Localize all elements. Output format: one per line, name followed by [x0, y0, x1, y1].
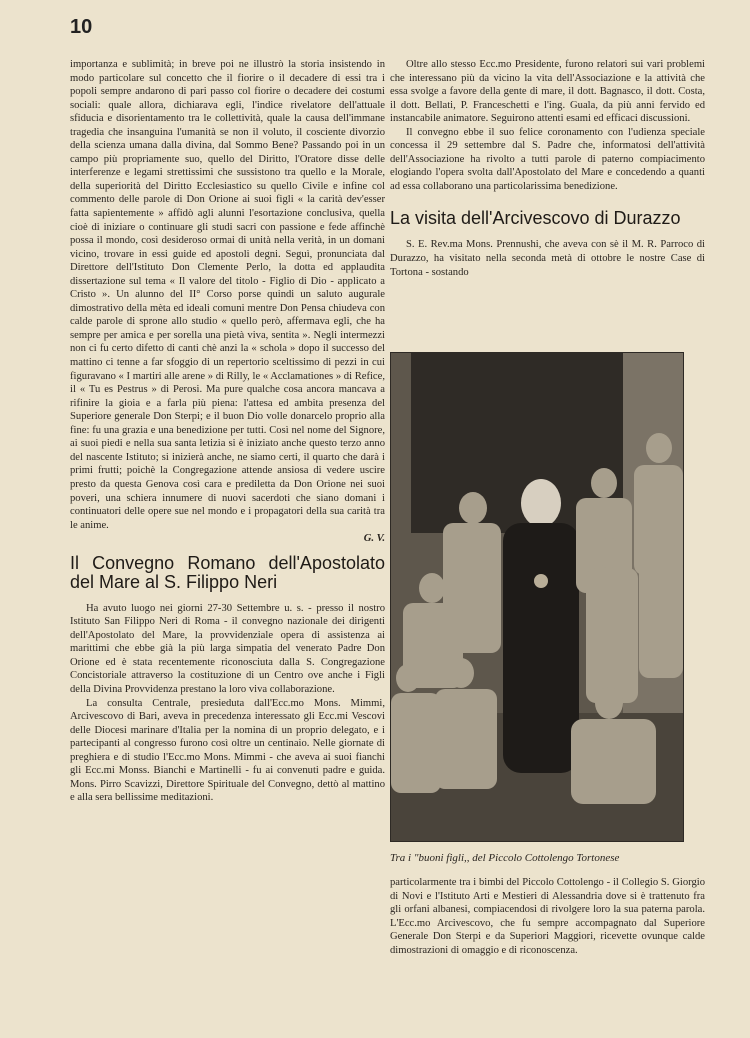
left-column [70, 58, 385, 805]
heading-convegno-romano: Il Convegno Romano dell'Apostolato del Mare al S. Filippo Neri [70, 552, 385, 592]
article-signature: G. V. [363, 533, 385, 545]
left-paragraph-3: La consulta Centrale, presieduta dall'Ecc.mo Mons. Mimmi, Arcivescovo di Bari, aveva in precedenza interessato gli Ecc.mi Vescovi delle Diocesi marinare d'Italia per la nomina di un proprio delegato, e i partecipanti al congresso furono così oltre un centinaio. Nelle giornate di preghiera e di studio l'Ecc.mo Mons. Mimmi - che aveva ai suoi fianchi gli Ecc.mi Monss. Bianchi e Martinelli - fu ai convenuti padre e guida. Mons. Pirro Scavizzi, Direttore Spirituale del Convegno, dettò al mattino e alla sera bellissime meditazioni. [70, 697, 385, 804]
left-paragraph-1: importanza e sublimità; in breve poi ne illustrò la storia insistendo in modo particolare sul concetto che il fiorire o il decadere di essi tra i popoli sempre andarono di pari passo col fiorire o decadere dei costumi sociali: quale allora, dichiarava egli, l'indice rivelatore dell'attuale sfiducia e disorientamento tra le collettività, quale la causa dell'immane tragedia che insanguina l'umanità se non il voluto, il cosciente divorzio della scienza umana dalla divina, dal Sommo Bene? Passando poi in un campo più propriamente suo, quello del Diritto, l'Oratore disse delle interferenze e legami strettissimi che sussistono tra quello e la Morale, della superiorità del Diritto Ecclesiastico su quello Civile e infine col commento delle parole di Don Orione ai suoi figli « la carità dev'esser fatta sapientemente » affidò agli alunni l'esortazione conclusiva, quella cioè di iniziare o continuare gli studi sacri con passione e fede affinchè possa il mondo, così desideroso ormai di unità nella verità, in un domani vicino, trovare in essi guide ed apostoli degni. Seguì, pronunciata dal Direttore dell'Istituto Don Clemente Perlo, la dotta ed applaudita dissertazione sul tema « Il valore del titolo - Figlio di Dio - applicato a Cristo ». Un alunno del II° Corso porse quindi un saluto augurale dimostrativo della mèta ed ideali comuni mentre Don Pensa chiudeva con calde parole di sprone allo studio « quello però, affermava egli, che ha sempre per amica e per sorella una pietà viva, sentita ». Negli intermezzi non ci fu certo difetto di canti chè anzi la « schola » dopo il successo del mattino ci tenne a far sfoggio di un repertorio sceltissimo di pezzi in cui figuravano « I martiri alle arene » di Rilly, le « Acclamationes » di Refice, il « Tu es Pestrus » di Perosi. Ma pure qualche cosa ancora mancava a rifinire la gioia e a farla più piena: l'attesa ed ambita presenza del Superiore generale Don Sterpi; e il buon Dio volle donarcelo proprio alla fine: fu una grazia e una benedizione per tutti. Così nel nome del Signore, ai suoi piedi e nella sua santa letizia si è iniziato anche questo terzo anno del nascente Istituto; si inizierà anche, ne siamo certi, il quarto che darà i primi frutti; poichè la Congregazione attende ansiosa di vedere uscire presto da questa Genova così cara e prediletta da Don Orione nei suoi poveri, una schiera innumere di nuovi sacerdoti che siano domani i continuatori delle opere sue nel mondo e i propagatori della sua carità tra le anime. [70, 59, 385, 531]
right-paragraph-4: particolarmente tra i bimbi del Piccolo Cottolengo - il Collegio S. Giorgio di Novi e l'Istituto Arti e Mestieri di Alessandria dove si è trattenuto fra gli orfani albanesi, compiacendosi di rivolgere loro la sua paterna parola. L'Ecc.mo Arcivescovo, che fu sempre accompagnato dal Superiore Generale Don Sterpi e da Superiori Maggiori, ricevette ovunque calde dimostrazioni di omaggio e di riconoscenza. [390, 877, 705, 956]
right-column-bottom [390, 876, 705, 957]
right-paragraph-3: S. E. Rev.ma Mons. Prennushi, che aveva con sè il M. R. Parroco di Durazzo, ha visitato nella seconda metà di ottobre le nostre Case di Tortona - sostando [390, 239, 705, 278]
heading-visita-arcivescovo: La visita dell'Arcivescovo di Durazzo [390, 208, 681, 229]
right-column [390, 58, 705, 279]
group-photo-illustration [391, 353, 683, 841]
group-photo [390, 352, 684, 842]
right-paragraph-2: Il convegno ebbe il suo felice coronamento con l'udienza speciale concessa il 29 settembre dal S. Padre che, informatosi dell'attività dell'Associazione ha rivolto a tutti parole di paterno compiacimento elogiando l'opera svolta dall'Apostolato del Mare e concedendo a quanti ad essa collaborano una particolarissima benedizione. [390, 126, 705, 192]
page-number: 10 [70, 16, 93, 38]
right-paragraph-1: Oltre allo stesso Ecc.mo Presidente, furono relatori sui vari problemi che interessano più da vicino la vita dell'Associazione e la attività che essa svolge a favore della gente di mare, il dott. Bagnasco, il dott. Costa, il dott. Bellati, P. Franceschetti e l'ing. Guala, da più anni fervido ed instancabile animatore. Seguirono attenti esami ed efficaci discussioni. [390, 59, 705, 125]
photo-caption: Tra i "buoni figli,, del Piccolo Cottolengo Tortonese [390, 852, 620, 864]
left-paragraph-2: Ha avuto luogo nei giorni 27-30 Settembre u. s. - presso il nostro Istituto San Filippo Neri di Roma - il convegno nazionale dei dirigenti dell'Apostolato del Mare, la provvidenziale opera di assistenza ai marittimi che ebbe già la più larga simpatia del venerato Padre Don Orione ed è stata recentemente riconosciuta dalla S. Congregazione Concistoriale attraverso la costituzione di un Centro ove anche i Figli della Divina Provvidenza prestano la loro viva collaborazione. [70, 602, 385, 695]
